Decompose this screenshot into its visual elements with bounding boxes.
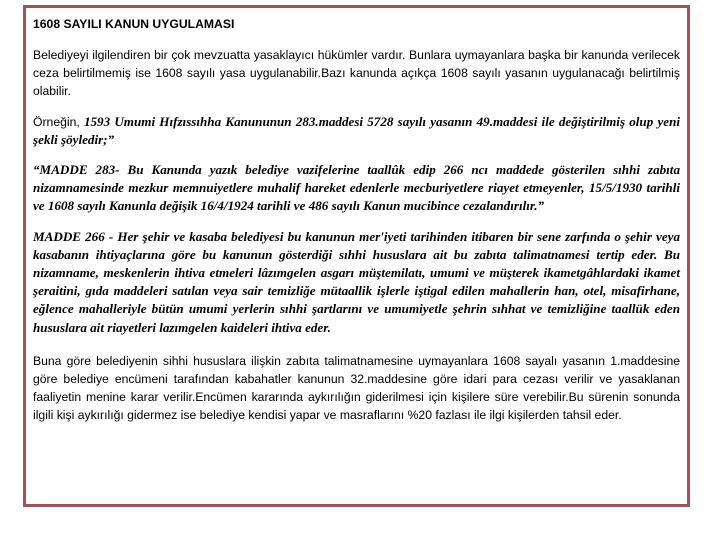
paragraph-ornegin xyxy=(33,113,680,149)
paragraph-ornegin-lead: Örneğin, xyxy=(33,114,80,129)
spacer xyxy=(33,149,680,161)
spacer xyxy=(33,216,680,228)
spacer xyxy=(33,101,680,113)
spacer xyxy=(33,32,680,46)
spacer xyxy=(33,337,680,352)
page-title: 1608 SAYILI KANUN UYGULAMASI xyxy=(33,17,235,31)
paragraph-madde-266: MADDE 266 - Her şehir ve kasaba belediyesi bu kanunun mer'iyeti tarihinden itibaren bir sene zarfında o şehir veya kasabanın ihtiyaçlarına göre bu kanunun gösterdiği sıhhi hususlara ait bu zabıta talimatnamesi tertip eder. Bu nizamname, meskenlerin ihtiva etmeleri lâzımgelen asgarı müştemilatı, umumi ve müşterek ikametgâhlardaki ikamet şeraitini, gıda maddeleri satılan veya sair temizliğe mütaallik işlerle iştigal edilen mahallerin han, otel, misafirhane, eğlence mahalleriyle bütün umumi yerlerin sıhhi şartlarını ve umumiyetle şehrin sıhhat ve temizliğine taallük eden hususlara ait riayetleri lazımgelen kaideleri ihtiva eder. xyxy=(33,228,680,335)
paragraph-madde-283: “MADDE 283- Bu Kanunda yazık belediye vazifelerine taallûk edip 266 ncı maddede gösterilen sıhhi zabıta nizamnamesinde mezkur memnuiyetlere muhalif hareket edenlerle mecburiyetlere riayet etmeyenler, 15/5/1930 tarihli ve 1608 sayılı Kanunla değişik 16/4/1924 tarihli ve 486 sayılı Kanun mucibince cezalandırılır.” xyxy=(33,162,680,214)
paragraph-intro: Belediyeyi ilgilendiren bir çok mevzuatta yasaklayıcı hükümler vardır. Bunlara uymayanlara başka bir kanunda verilecek ceza belirtilmemiş ise 1608 sayılı yasa uygulanabilir.Bazı kanunda açıkça 1608 sayılı yasanın uygulanacağı belirtilmiş olabilir. xyxy=(33,48,680,99)
paragraph-buna-gore: Buna göre belediyenin sihhi hususlara ilişkin zabıta talimatnamesine uymayanlara 1608 sayalı yasanın 1.maddesine göre belediye encümeni tarafından kabahatler kanunun 32.maddesine göre idari para cezası verilir ve yasaklanan faaliyetin menine karar verilir.Encümen kararında aykırılığın giderilmesi için kişilere süre verebilir.Bu sürenin sonunda ilgili kişi aykırılığı gidermez ise belediye kendisi yapar ve masraflarını %20 fazlası ile ilgi kişilerden tahsil eder. xyxy=(33,353,680,423)
document-content-frame xyxy=(23,5,690,507)
paragraph-ornegin-body: 1593 Umumi Hıfzıssıhha Kanununun 283.maddesi 5728 sayılı yasanın 49.maddesi ile değiştirilmiş olup yeni şekli şöyledir;” xyxy=(33,113,680,147)
